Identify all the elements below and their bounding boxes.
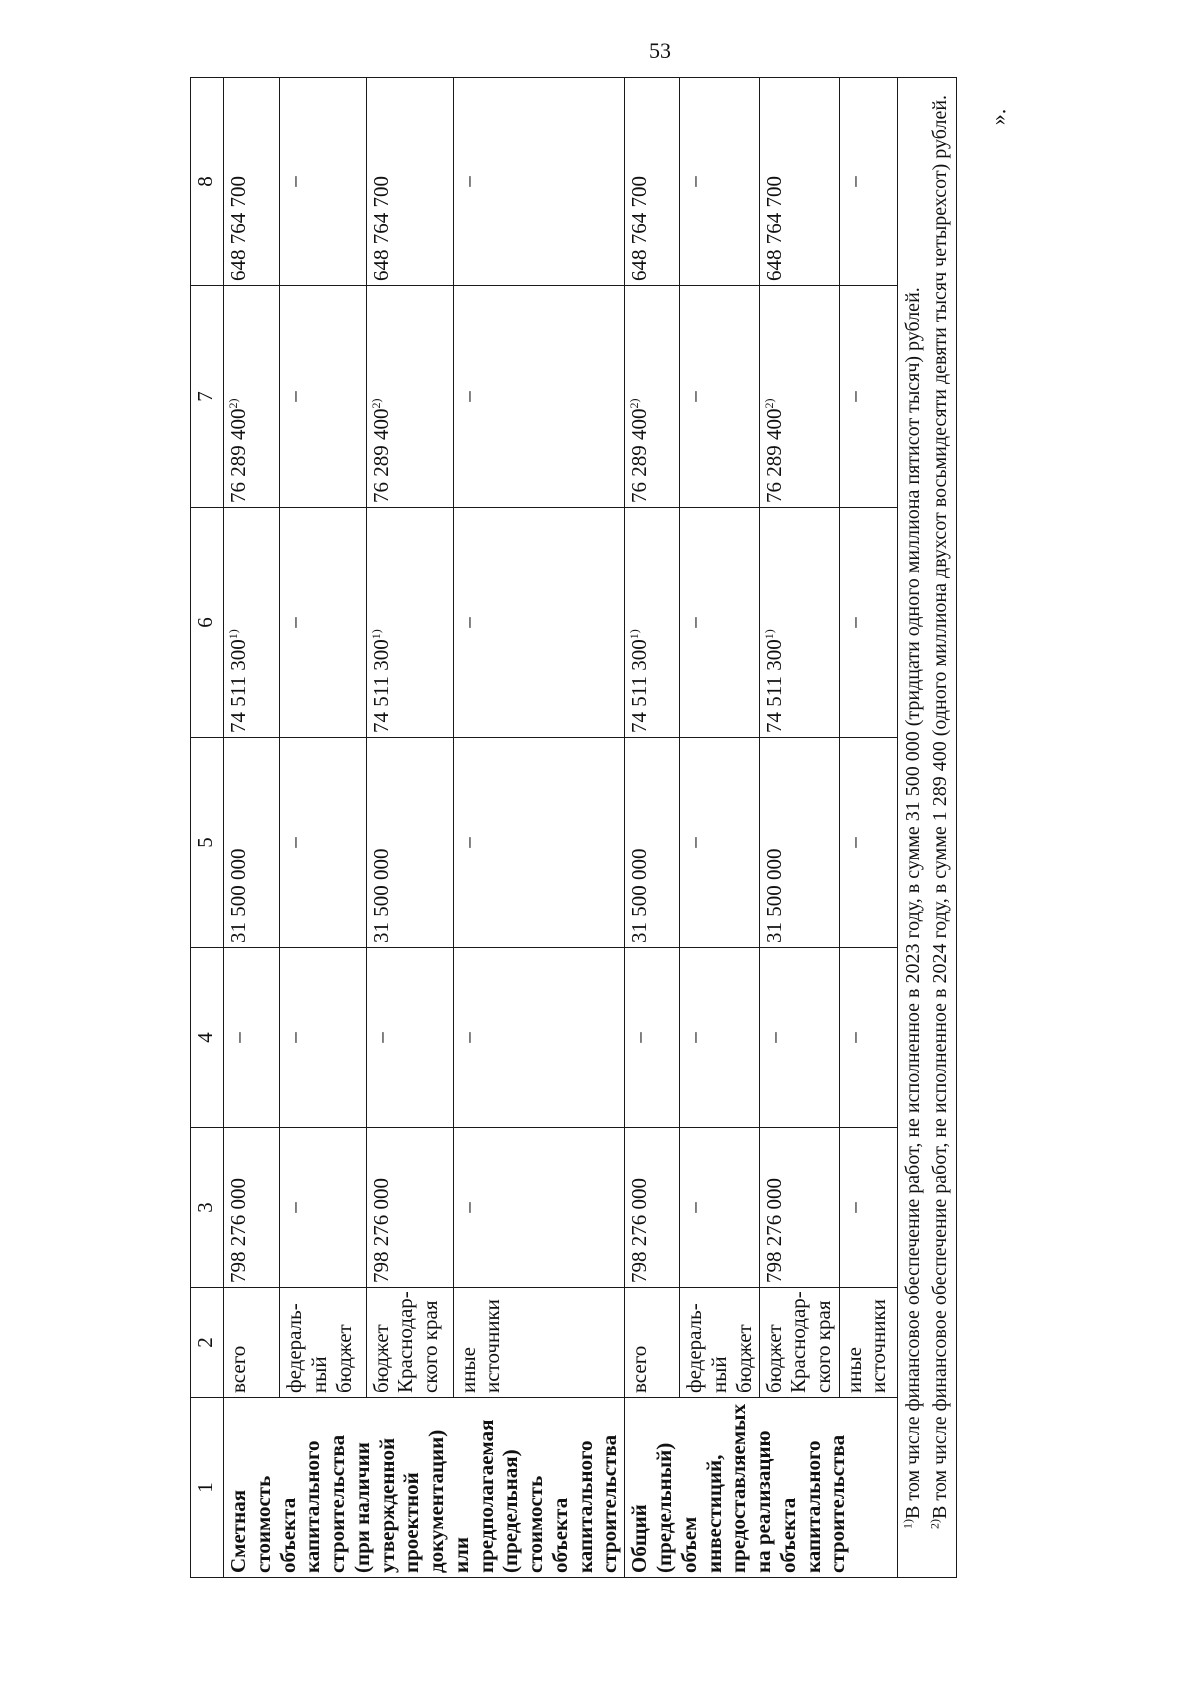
cell-value: – (680, 508, 759, 738)
cell-value: – (680, 738, 759, 948)
cell-value: – (453, 508, 625, 738)
footnote-text: В том числе финансовое обеспечение работ, не исполненное в 2023 году, в сумме 31 500 000 (тридцати одного миллиона пятисот тысяч) рублей. (901, 287, 924, 1519)
column-number: 7 (191, 286, 224, 508)
column-number: 3 (191, 1128, 224, 1288)
cell-value: – (625, 948, 680, 1128)
footnote-ref: 1) (761, 629, 776, 640)
table-row (625, 78, 680, 1578)
footnote-ref: 2) (761, 398, 776, 409)
cell-value: 648 764 700 (366, 78, 453, 286)
column-number-row (191, 78, 224, 1578)
row-group-title: Сметная стоимость объекта капитального строительства (при наличии утвержденной проектной документации) или предполагаемая (предельная) стоимость объекта капитального строительства (224, 1398, 625, 1578)
cell-value: 648 764 700 (224, 78, 280, 286)
cell-value: – (453, 286, 625, 508)
column-number: 4 (191, 948, 224, 1128)
cell-value: 74 511 300 (368, 639, 393, 733)
cell-value: – (280, 78, 366, 286)
cell-value: 798 276 000 (625, 1128, 680, 1288)
cell-value: 31 500 000 (224, 738, 280, 948)
cell-value: – (224, 948, 280, 1128)
table-row (453, 78, 625, 1578)
funding-source: бюджет Краснодар-ского края (759, 1288, 839, 1398)
table-row (224, 78, 280, 1578)
table-row (680, 78, 759, 1578)
funding-source: бюджет Краснодар-ского края (366, 1288, 453, 1398)
cell-value: 648 764 700 (625, 78, 680, 286)
footnote-ref: 1) (226, 629, 240, 640)
row-group-title: Общий (предельный) объем инвестиций, предоставляемых на реализацию объекта капитального строительства (625, 1398, 897, 1578)
cell-value: – (839, 78, 897, 286)
cell-value: 798 276 000 (366, 1128, 453, 1288)
table-row (759, 78, 839, 1578)
cell-value: 76 289 400 (226, 408, 250, 503)
footnotes-row (897, 78, 956, 1578)
column-number: 6 (191, 508, 224, 738)
cell-value: – (453, 948, 625, 1128)
cell-value: – (453, 1128, 625, 1288)
cell-value-footnoted (759, 508, 839, 738)
cell-value: – (280, 738, 366, 948)
footnote-ref: 2) (226, 398, 240, 409)
cell-value: – (453, 738, 625, 948)
table-row (366, 78, 453, 1578)
footnote-mark: 1) (899, 1519, 914, 1529)
cell-value: – (280, 286, 366, 508)
column-number: 1 (191, 1398, 224, 1578)
cell-value-footnoted (224, 508, 280, 738)
cell-value: – (839, 508, 897, 738)
page-number: 53 (649, 38, 671, 63)
funding-source: федераль-ный бюджет (680, 1288, 759, 1398)
cell-value: 74 511 300 (627, 639, 652, 733)
cell-value: 74 511 300 (761, 639, 786, 733)
footnote-text: В том числе финансовое обеспечение работ, не исполненное в 2024 году, в сумме 1 289 400 (одного миллиона двухсот восьмидесяти девяти тысяч четырехсот) рублей. (928, 94, 951, 1519)
funding-table (190, 77, 957, 1578)
cell-value: – (759, 948, 839, 1128)
cell-value: 31 500 000 (625, 738, 680, 948)
cell-value-footnoted (366, 286, 453, 508)
footnotes (897, 78, 956, 1578)
cell-value: – (839, 286, 897, 508)
cell-value-footnoted (625, 508, 680, 738)
cell-value: 31 500 000 (759, 738, 839, 948)
cell-value: 798 276 000 (759, 1128, 839, 1288)
footnote-mark: 2) (926, 1519, 941, 1529)
cell-value: – (280, 508, 366, 738)
cell-value: – (839, 948, 897, 1128)
column-number: 2 (191, 1288, 224, 1398)
cell-value: 76 289 400 (627, 408, 652, 503)
footnote-ref: 1) (368, 629, 383, 640)
cell-value: – (839, 738, 897, 948)
funding-source: всего (625, 1288, 680, 1398)
cell-value-footnoted (224, 286, 280, 508)
footnote-ref: 2) (627, 398, 642, 409)
cell-value: – (680, 286, 759, 508)
table-row (280, 78, 366, 1578)
footnote (900, 82, 927, 1573)
cell-value: 76 289 400 (368, 408, 393, 503)
cell-value: 76 289 400 (761, 408, 786, 503)
cell-value: 74 511 300 (226, 639, 250, 733)
cell-value: 31 500 000 (366, 738, 453, 948)
cell-value: 798 276 000 (224, 1128, 280, 1288)
cell-value-footnoted (366, 508, 453, 738)
cell-value: – (680, 948, 759, 1128)
column-number: 8 (191, 78, 224, 286)
column-number: 5 (191, 738, 224, 948)
cell-value: – (839, 1128, 897, 1288)
cell-value: – (680, 1128, 759, 1288)
table-row (839, 78, 897, 1578)
cell-value: 648 764 700 (759, 78, 839, 286)
cell-value: – (280, 1128, 366, 1288)
footnote (927, 82, 954, 1573)
footnote-ref: 1) (627, 629, 642, 640)
cell-value: – (280, 948, 366, 1128)
cell-value-footnoted (759, 286, 839, 508)
funding-source: федераль-ный бюджет (280, 1288, 366, 1398)
cell-value-footnoted (625, 286, 680, 508)
closing-quote: ». (985, 108, 1011, 126)
footnote-ref: 2) (368, 398, 383, 409)
rotated-table-page (190, 78, 1020, 1578)
cell-value: – (453, 78, 625, 286)
funding-source: иные источники (839, 1288, 897, 1398)
funding-source: всего (224, 1288, 280, 1398)
funding-source: иные источники (453, 1288, 625, 1398)
cell-value: – (680, 78, 759, 286)
cell-value: – (366, 948, 453, 1128)
